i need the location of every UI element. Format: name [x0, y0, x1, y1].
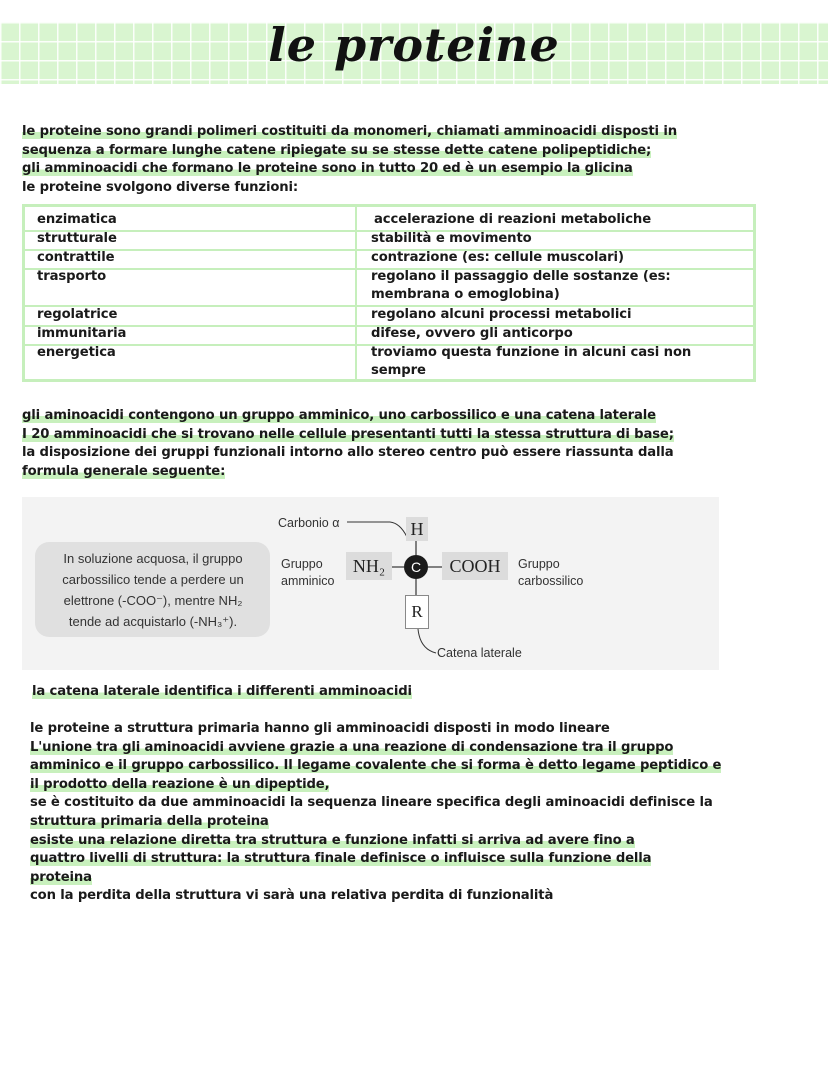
note-line: In soluzione acquosa, il gruppo: [63, 551, 243, 566]
function-name: trasporto: [37, 269, 107, 284]
catena-label: Catena laterale: [437, 646, 522, 660]
note-line: elettrone (-COO⁻), mentre NH₂: [63, 593, 243, 608]
function-name: regolatrice: [37, 307, 118, 322]
structure-line: con la perdita della struttura vi sarà una relativa perdita di funzionalità: [30, 888, 554, 904]
carbonio-label: Carbonio α: [278, 516, 340, 530]
structure-line: quattro livelli di struttura: la struttura finale definisce o influisce sulla funzione della: [30, 851, 652, 867]
function-desc: troviamo questa funzione in alcuni casi non sempre: [371, 345, 692, 378]
function-name: enzimatica: [37, 212, 117, 227]
function-desc: accelerazione di reazioni metaboliche: [374, 212, 652, 227]
alpha-carbon: C: [404, 555, 428, 579]
note-line: tende ad acquistarlo (-NH₃⁺).: [68, 614, 238, 629]
structure-line: L'unione tra gli aminoacidi avviene grazie a una reazione di condensazione tra il gruppo: [30, 739, 674, 755]
amminico-label: Gruppo amminico: [281, 557, 335, 588]
side-chain-paragraph: [22, 683, 782, 702]
structure-line: le proteine a struttura primaria hanno gli amminoacidi disposti in modo lineare: [30, 721, 610, 736]
function-desc: regolano alcuni processi metabolici: [371, 307, 632, 322]
aminoacid-line: formula generale seguente:: [22, 463, 226, 479]
function-desc: difese, ovvero gli anticorpo: [371, 326, 573, 341]
function-name: immunitaria: [37, 326, 127, 341]
carbossilico-label: Gruppo carbossilico: [518, 557, 584, 588]
carboxyl-group-box: COOH: [442, 552, 508, 580]
structure-line: proteina: [30, 869, 92, 885]
structure-line: struttura primaria della proteina: [30, 813, 269, 829]
function-name: strutturale: [37, 231, 117, 246]
table-divider: [355, 207, 357, 379]
function-name: energetica: [37, 345, 116, 360]
structure-line: esiste una relazione diretta tra struttura e funzione infatti si arriva ad avere fino a: [30, 832, 635, 848]
intro-line: le proteine sono grandi polimeri costituiti da monomeri, chiamati amminoacidi disposti in: [22, 124, 677, 139]
connector-lines: [22, 497, 719, 670]
intro-line: gli amminoacidi che formano le proteine sono in tutto 20 ed è un esempio la glicina: [22, 161, 633, 177]
page-title: le proteine: [268, 18, 560, 72]
function-desc: contrazione (es: cellule muscolari): [371, 250, 624, 265]
aminoacid-line: I 20 amminoacidi che si trovano nelle cellule presentanti tutti la stessa struttura di base;: [22, 426, 674, 442]
structure-line: se è costituito da due amminoacidi la sequenza lineare specifica degli aminoacidi definisce la: [30, 795, 713, 811]
aminoacid-figure: [22, 497, 719, 670]
structure-line: amminico e il gruppo carbossilico. Il legame covalente che si forma è detto legame peptidico e: [30, 758, 722, 774]
note-line: carbossilico tende a perdere un: [62, 572, 244, 587]
aminoacid-line: gli aminoacidi contengono un gruppo amminico, uno carbossilico e una catena laterale: [22, 408, 656, 423]
aminoacid-line: la disposizione dei gruppi funzionali intorno allo stereo centro può essere riassunta dalla: [22, 445, 674, 461]
aminoacid-paragraph: [22, 407, 782, 481]
intro-line: le proteine svolgono diverse funzioni:: [22, 179, 298, 195]
intro-paragraph: [22, 123, 782, 197]
function-desc: stabilità e movimento: [371, 231, 532, 246]
function-desc: regolano il passaggio delle sostanze (es: membrana o emoglobina): [371, 269, 671, 302]
side-chain-box: R: [405, 595, 429, 629]
amino-group-box: NH₂: [346, 552, 392, 580]
catena-pointer: [418, 629, 436, 653]
intro-line: sequenza a formare lunghe catene ripiegate su se stesse dette catene polipeptidiche;: [22, 142, 652, 158]
carbonio-pointer: [347, 522, 407, 537]
function-name: contrattile: [37, 250, 115, 265]
hydrogen-box: H: [406, 517, 428, 541]
functions-table: [22, 204, 756, 382]
side-chain-line: la catena laterale identifica i differenti amminoacidi: [32, 684, 412, 699]
structure-paragraph: [30, 720, 790, 906]
structure-line: il prodotto della reazione è un dipeptide,: [30, 776, 330, 792]
